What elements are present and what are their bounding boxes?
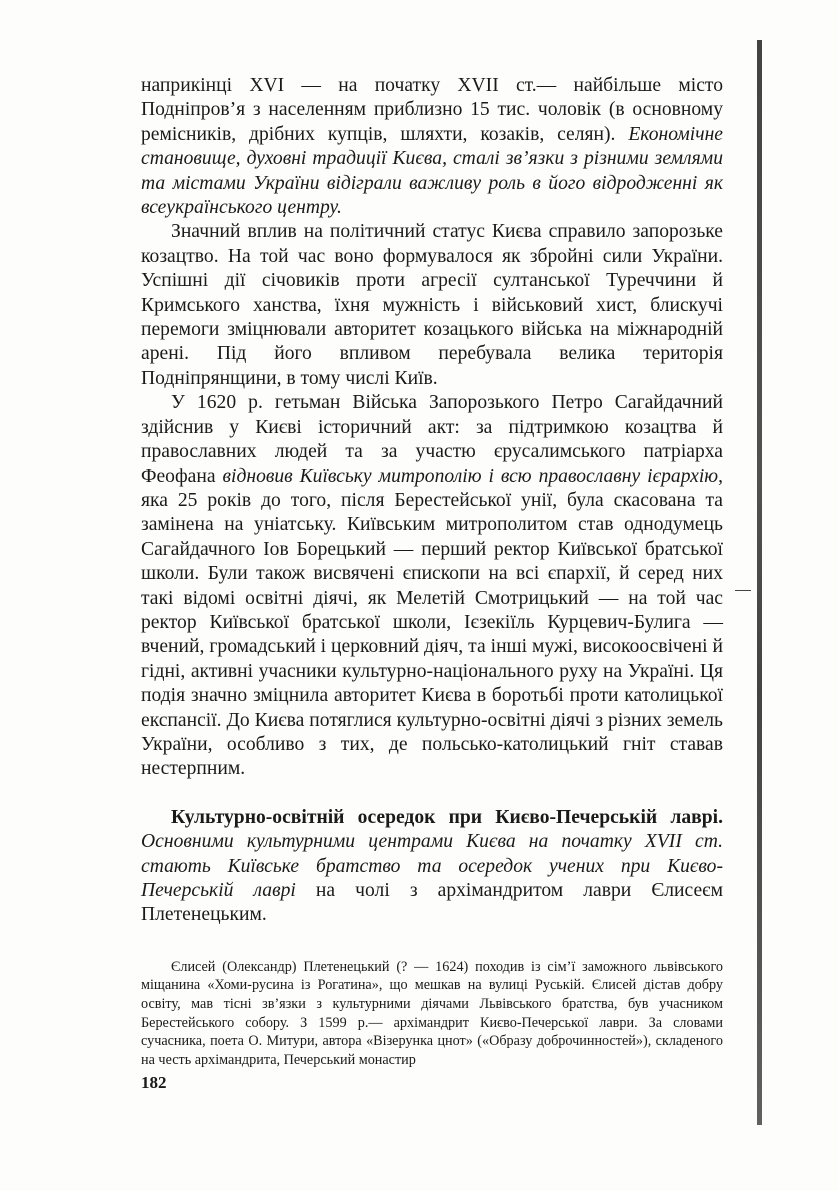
paragraph-2: Значний вплив на політичний статус Києва справило запорозьке козацтво. На той час воно формувалося як збройні сили України. Успішні дії січовиків проти агресії султанської Туреччини й Кримського ханства, їхня мужність і військовий хист, блискучі перемоги зміцнювали авторитет козацького війська на міжнародній арені. Під його впливом перебувала велика територія Подніпрянщини, в тому числі Київ. [141,221,723,389]
page-content [141,74,723,1069]
margin-mark [735,590,751,591]
section-heading: Культурно-освітній осередок при Києво-Печерській лаврі. [171,806,723,828]
page-edge-shadow [757,40,762,1125]
paragraph-1: наприкінці XVI — на початку XVII ст.— найбільше місто Подніпров’я з населенням приблизно 15 тис. чоловік (в основному ремісників, дрібних купців, шляхти, козаків, селян). Економічне становище, духовні традиції Києва, сталі зв’язки з різними землями та містами України відіграли важливу роль в його відродженні як всеукраїнського центру. [141,75,723,219]
section-paragraph: Культурно-освітній осередок при Києво-Печерській лаврі. Основними культурними центрами Києва на початку XVII ст. стають Київське братство та осередок учених при Києво-Печерській лаврі на чолі з архімандритом лаври Єлисеєм Плетенецьким. [141,806,723,926]
page-number: 182 [141,1073,167,1092]
paragraph-3: У 1620 р. гетьман Війська Запорозького Петро Сагайдачний здійснив у Києві історичний акт: за підтримкою козацтва й православних людей та за участю єрусалимського патріарха Феофана відновив Київську митрополію і всю православну ієрархію, яка 25 років до того, після Берестейської унії, була скасована та замінена на уніатську. Київським митрополитом став однодумець Сагайдачного Іов Борецький — перший ректор Київської братської школи. Були також висвячені єпископи на всі єпархії, й серед них такі відомі освітні діячі, як Мелетій Смотрицький — на той час ректор Київської братської школи, Ієзекіїль Курцевич-Булига — вчений, громадський і церковний діяч, та інші мужі, високоосвічені й гідні, активні учасники культурно-національного руху на Україні. Ця подія значно зміцнила авторитет Києва в боротьбі проти католицької експансії. До Києва потяглися культурно-освітні діячі з різних земель України, особливо з тих, де польсько-католицький гніт ставав нестерпним. [141,392,723,780]
footnote: Єлисей (Олександр) Плетенецький (? — 1624) походив із сім’ї заможного львівського міщанина «Хоми-русина із Рогатина», що мешкав на вулиці Руській. Єлисей дістав добру освіту, мав тісні зв’язки з культурними діячами Львівського братства, був учасником Берестейського собору. З 1599 р.— архімандрит Києво-Печерської лаври. За словами сучасника, поета О. Митури, автора «Візерунка цнот» («Образу доброчинностей»), складеного на честь архімандрита, Печерський монастир [141,958,723,1068]
